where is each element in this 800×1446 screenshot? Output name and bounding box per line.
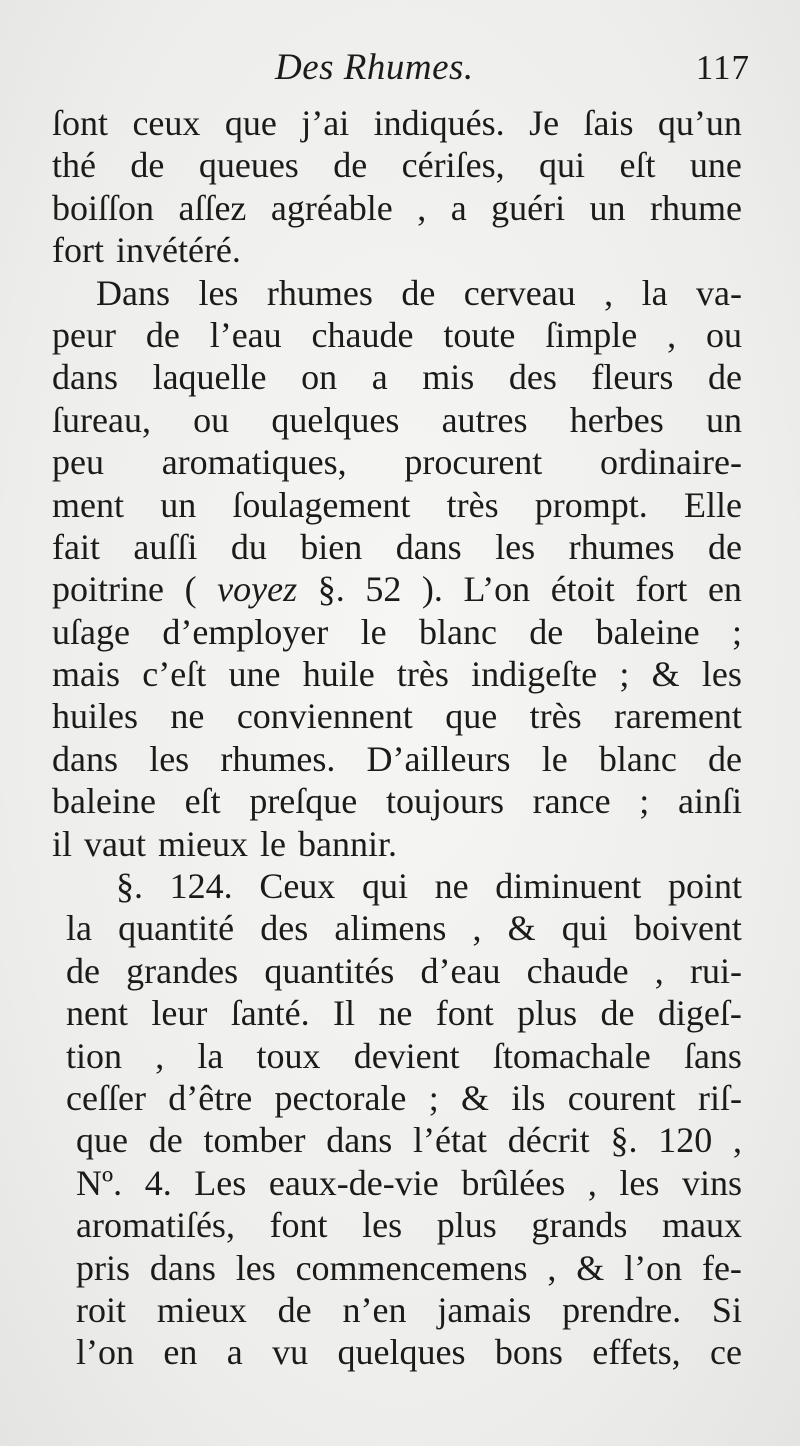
word: L’on [463, 569, 531, 610]
word: & [507, 908, 536, 949]
word: dans [52, 357, 118, 398]
word: de [600, 993, 635, 1034]
word: fleurs [591, 357, 674, 398]
word: , [472, 908, 482, 949]
word: il [52, 823, 73, 864]
word: chaude [526, 950, 629, 991]
word: un [589, 187, 626, 228]
text-line [52, 1035, 742, 1077]
word: huiles [52, 696, 138, 737]
word: uſage [52, 611, 130, 652]
word: huile [302, 654, 375, 695]
word: font [435, 993, 494, 1034]
word: procurent [404, 442, 543, 483]
word: leur [151, 993, 208, 1034]
word: ſais [583, 103, 634, 143]
word: très [529, 696, 582, 737]
word: qui [539, 145, 586, 186]
word: qui [361, 866, 408, 907]
page-header [60, 46, 750, 96]
text-line [52, 1289, 742, 1331]
word: tomber [203, 1120, 306, 1161]
word: , [732, 1120, 742, 1161]
word: Il [333, 993, 356, 1034]
word: Les [194, 1162, 247, 1203]
word: n’en [342, 1289, 407, 1330]
word: tion [66, 1035, 123, 1076]
word: invétéré. [115, 230, 241, 271]
word: toute [443, 314, 516, 355]
word: D’ailleurs [366, 738, 511, 779]
word: peu [52, 442, 104, 483]
word: des [508, 357, 557, 398]
word: rance [532, 781, 611, 822]
word: cériſes, [401, 145, 505, 186]
text-line [52, 823, 742, 865]
word: quelques [337, 1332, 466, 1373]
word: de [148, 1120, 183, 1161]
running-title: Des Rhumes. [275, 47, 474, 88]
word: ſans [683, 1035, 742, 1076]
text-line [52, 865, 742, 907]
word: pris [76, 1247, 130, 1288]
word: rui- [689, 950, 742, 991]
word: ment [52, 484, 124, 525]
word: ; [731, 611, 742, 652]
word: on [301, 357, 338, 398]
word: a [450, 187, 467, 228]
word: aſſez [178, 187, 247, 228]
word: & [461, 1077, 490, 1118]
word: pectorale [274, 1077, 407, 1118]
word: , [667, 314, 677, 355]
word: eſt [619, 145, 656, 186]
word: un [705, 399, 742, 440]
word: ainſi [677, 781, 742, 822]
text-line [52, 1077, 742, 1119]
word: rhumes [266, 272, 373, 313]
word: ſtomachale [492, 1035, 651, 1076]
word: thé [52, 145, 96, 186]
word: autres [441, 399, 528, 440]
word: de [145, 314, 180, 355]
word: blanc [598, 738, 677, 779]
word: Dans [96, 272, 170, 313]
word: & [651, 654, 680, 695]
word: laquelle [152, 357, 267, 398]
text-line [52, 907, 742, 949]
word: grands [531, 1205, 628, 1246]
word: ( [184, 569, 197, 610]
word: §. [116, 866, 143, 907]
word: baleine [52, 781, 156, 822]
word: vins [681, 1162, 742, 1203]
word: quantités [264, 950, 395, 991]
word: a [371, 357, 388, 398]
word: boiſſon [52, 187, 155, 228]
word: le [360, 611, 387, 652]
word: aromatiſés, [76, 1205, 235, 1246]
text-line [52, 1119, 742, 1161]
text-line [52, 1247, 742, 1289]
word: ceux [132, 103, 201, 143]
text-line [52, 484, 742, 526]
word: indigeſte [471, 654, 598, 695]
word: que [224, 103, 277, 143]
word: de [333, 145, 368, 186]
word: 124. [169, 866, 233, 907]
word: agréable [270, 187, 393, 228]
word: eſt [184, 781, 221, 822]
word: nent [66, 993, 128, 1034]
text-line [52, 102, 742, 144]
word: eaux-de-vie [268, 1162, 439, 1203]
word: brûlées [461, 1162, 566, 1203]
text-line [52, 314, 742, 356]
word: de [529, 611, 564, 652]
word: rhumes [568, 526, 675, 567]
word: riſ- [697, 1077, 742, 1118]
word: quelques [271, 399, 400, 440]
word: ſanté. [230, 993, 310, 1034]
word: dans [395, 526, 462, 567]
word: les [198, 272, 239, 313]
word: la [197, 1035, 224, 1076]
word: , [547, 1247, 557, 1288]
word: dans [149, 1247, 216, 1288]
word: les [495, 526, 536, 567]
word: d’employer [162, 611, 329, 652]
text-line [52, 950, 742, 992]
word: conviennent [236, 696, 413, 737]
word: ne [170, 696, 205, 737]
word: mieux [158, 823, 248, 864]
word: ou [193, 399, 230, 440]
text-line [52, 695, 742, 737]
word: étoit [550, 569, 615, 610]
word: ſimple [545, 314, 638, 355]
word: de [707, 357, 742, 398]
word: les [701, 654, 742, 695]
word: les [362, 1205, 403, 1246]
word: ceſſer [66, 1077, 146, 1118]
word: du [230, 526, 267, 567]
word: dans [52, 738, 118, 779]
word: d’eau [420, 950, 501, 991]
word: bannir. [297, 823, 397, 864]
word: plus [517, 993, 578, 1034]
word: ne [434, 866, 469, 907]
word: herbes [569, 399, 664, 440]
word: ils [511, 1077, 546, 1118]
text-line [52, 780, 742, 822]
text-line [52, 272, 742, 314]
word: devient [353, 1035, 460, 1076]
word: dans [326, 1120, 393, 1161]
word: ). [421, 569, 443, 610]
word: jamais [437, 1289, 532, 1330]
word: ce [709, 1332, 742, 1373]
word: prendre. [562, 1289, 682, 1330]
word: le [541, 738, 568, 779]
word: voyez [217, 569, 298, 610]
word: décrit [507, 1120, 590, 1161]
word: fort [635, 569, 688, 610]
word: auſſi [133, 526, 198, 567]
word: chaude [311, 314, 414, 355]
word: ; [639, 781, 650, 822]
word: rhume [650, 187, 742, 228]
word: queues [198, 145, 299, 186]
word: digeſ- [657, 993, 742, 1034]
word: & [576, 1247, 605, 1288]
word: 52 [365, 569, 402, 610]
text-line [52, 399, 742, 441]
word: vu [272, 1332, 309, 1373]
word: Je [529, 103, 560, 143]
word: §. [610, 1120, 638, 1161]
text-line [52, 526, 742, 568]
word: peur [52, 314, 116, 355]
word: toux [256, 1035, 321, 1076]
word: font [269, 1205, 328, 1246]
word: que [445, 696, 498, 737]
word: baleine [595, 611, 700, 652]
word: quantité [118, 908, 235, 949]
word: diminuent [495, 866, 642, 907]
word: effets, [592, 1332, 681, 1373]
word: mis [422, 357, 475, 398]
word: l’eau [209, 314, 282, 355]
word: l’on [624, 1247, 683, 1288]
word: bons [494, 1332, 563, 1373]
word: courent [567, 1077, 676, 1118]
word: va- [696, 272, 742, 313]
word: toujours [385, 781, 504, 822]
word: en [163, 1332, 198, 1373]
word: rhumes. [220, 738, 336, 779]
word: de [401, 272, 436, 313]
word: de [708, 526, 742, 567]
word: ſoulagement [232, 484, 411, 525]
word: a [226, 1332, 243, 1373]
word: mieux [156, 1289, 247, 1330]
word: ſureau, [52, 399, 151, 440]
word: maux [662, 1205, 742, 1246]
word: guéri [491, 187, 566, 228]
word: qu’un [657, 103, 742, 143]
word: d’être [168, 1077, 253, 1118]
word: mais [52, 654, 120, 695]
text-line [52, 568, 742, 610]
word: très [396, 654, 449, 695]
word: plus [436, 1205, 497, 1246]
word: de [277, 1289, 312, 1330]
word: 4. [144, 1162, 172, 1203]
word: l’on [76, 1332, 134, 1373]
text-line [52, 144, 742, 186]
word: indiqués. [373, 103, 505, 143]
word: preſque [249, 781, 358, 822]
word: blanc [418, 611, 497, 652]
text-line [52, 1162, 742, 1204]
word: poitrine [52, 569, 164, 610]
word: les [619, 1162, 660, 1203]
word: aromatiques, [161, 442, 347, 483]
word: grandes [126, 950, 239, 991]
word: fort [52, 230, 104, 271]
word: fe- [701, 1247, 742, 1288]
word: Ceux [259, 866, 336, 907]
word: roit [76, 1289, 126, 1330]
text-line [52, 229, 742, 271]
word: , [604, 272, 614, 313]
word: ordinaire- [600, 442, 742, 483]
text-line [52, 1204, 742, 1246]
word: en [707, 569, 742, 610]
word: 120 [658, 1120, 713, 1161]
word: boivent [633, 908, 742, 949]
word: vaut [84, 823, 146, 864]
word: , [587, 1162, 597, 1203]
text-line [52, 356, 742, 398]
word: Nº. [76, 1162, 123, 1203]
word: les [235, 1247, 276, 1288]
text-line [52, 738, 742, 780]
text-line [52, 611, 742, 653]
word: qui [561, 908, 608, 949]
word: alimens [334, 908, 447, 949]
word: ſont [52, 103, 109, 143]
word: de [130, 145, 165, 186]
word: une [689, 145, 742, 186]
word: que [76, 1120, 128, 1161]
word: les [149, 738, 190, 779]
word: l’état [413, 1120, 487, 1161]
word: Si [711, 1289, 742, 1330]
word: ; [428, 1077, 439, 1118]
word: de [708, 738, 742, 779]
word: une [228, 654, 281, 695]
word: commencemens [295, 1247, 528, 1288]
word: cerveau [463, 272, 576, 313]
word: le [259, 823, 286, 864]
word: de [66, 950, 100, 991]
word: §. [317, 569, 345, 610]
word: ; [619, 654, 630, 695]
text-line [52, 1331, 742, 1373]
body-text [52, 102, 742, 1374]
page-number: 117 [695, 48, 750, 87]
word: bien [300, 526, 363, 567]
word: j’ai [301, 103, 350, 143]
text-line [52, 441, 742, 483]
word: , [155, 1035, 165, 1076]
word: , [654, 950, 664, 991]
word: très [446, 484, 499, 525]
word: ou [705, 314, 742, 355]
text-line [52, 187, 742, 229]
text-line [52, 992, 742, 1034]
word: fait [52, 526, 100, 567]
text-line [52, 653, 742, 695]
word: rarement [614, 696, 742, 737]
word: , [417, 187, 427, 228]
word: Elle [684, 484, 742, 525]
word: prompt. [534, 484, 648, 525]
word: c’eſt [142, 654, 207, 695]
word: la [66, 908, 92, 949]
word: ne [378, 993, 413, 1034]
word: la [641, 272, 668, 313]
word: des [260, 908, 309, 949]
word: un [160, 484, 197, 525]
word: point [667, 866, 742, 907]
